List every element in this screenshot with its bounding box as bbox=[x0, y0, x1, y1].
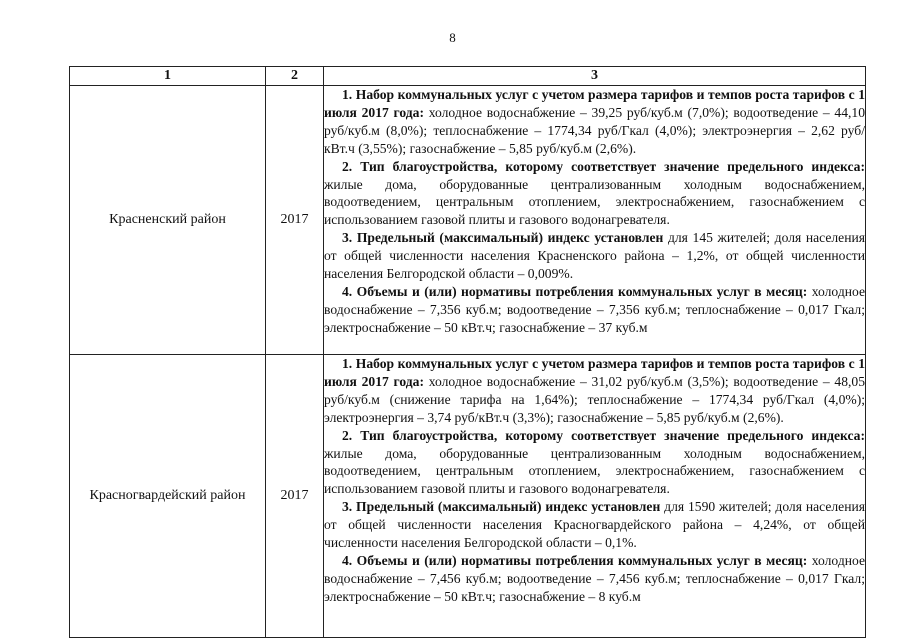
year-cell: 2017 bbox=[266, 355, 324, 638]
paragraph-text: для 1590 жителей; доля населения от общей численности населения Красногвардейского района – 4,24%, от общей численности населения Белгородской области – 0,1%. bbox=[324, 499, 865, 551]
paragraph-heading: 2. Тип благоустройства, которому соответствует значение предельного индекса: bbox=[342, 427, 865, 443]
column-header-3: 3 bbox=[324, 67, 866, 86]
paragraph-text: холодное водоснабжение – 7,356 куб.м; водоотведение – 7,356 куб.м; теплоснабжение – 0,017 Гкал; электроснабжение – 50 кВт.ч; газоснабжение – 37 куб.м bbox=[324, 283, 866, 335]
district-name: Красненский район bbox=[70, 86, 266, 355]
paragraph-text: холодное водоснабжение – 7,456 куб.м; водоотведение – 7,456 куб.м; теплоснабжение – 0,017 Гкал; электроснабжение – 50 кВт.ч; газоснабжение – 8 куб.м bbox=[324, 552, 866, 604]
table-row bbox=[70, 355, 866, 638]
column-header-2: 2 bbox=[266, 67, 324, 86]
paragraph-improvement-type bbox=[324, 158, 865, 230]
paragraph-text: для 145 жителей; доля населения от общей численности населения Красненского района – 1,2%, от общей численности населения Белгородской области – 0,009%. bbox=[324, 230, 866, 282]
paragraph-heading: 4. Объемы и (или) нормативы потребления коммунальных услуг в месяц: bbox=[342, 283, 808, 299]
paragraph-heading: 4. Объемы и (или) нормативы потребления коммунальных услуг в месяц: bbox=[342, 552, 808, 568]
year-cell: 2017 bbox=[266, 86, 324, 355]
table-header-row bbox=[70, 67, 866, 86]
page-number: 8 bbox=[449, 30, 456, 45]
description-cell bbox=[324, 355, 866, 638]
paragraph-heading: 1. Набор коммунальных услуг с учетом размера тарифов и темпов роста тарифов с 1 июля 2017 года: bbox=[324, 356, 865, 389]
paragraph-heading: 3. Предельный (максимальный) индекс установлен bbox=[342, 499, 661, 515]
utility-index-table bbox=[69, 66, 866, 638]
table-row bbox=[70, 86, 866, 355]
paragraph-text: жилые дома, оборудованные централизованным холодным водоснабжением, водоотведением, центральным отоплением, электроснабжением, газоснабжением с использованием газовой плиты и газового водонагревателя. bbox=[324, 176, 865, 228]
description-cell bbox=[324, 86, 866, 355]
paragraph-max-index bbox=[324, 498, 865, 552]
paragraph-tariffs bbox=[324, 86, 865, 158]
paragraph-max-index bbox=[324, 229, 865, 283]
paragraph-consumption-volumes bbox=[324, 283, 865, 337]
paragraph-improvement-type bbox=[324, 427, 865, 499]
paragraph-text: холодное водоснабжение – 39,25 руб/куб.м (7,0%); водоотведение – 44,10 руб/куб.м (8,0%); теплоснабжение – 1774,34 руб/Гкал (4,0%); электроэнергия – 2,62 руб/кВт.ч (3,55%); газоснабжение – 5,85 руб/куб.м (2,6%). bbox=[324, 104, 865, 156]
district-name: Красногвардейский район bbox=[70, 355, 266, 638]
paragraph-text: холодное водоснабжение – 31,02 руб/куб.м (3,5%); водоотведение – 48,05 руб/куб.м (снижение тарифа на 1,64%); теплоснабжение – 1774,34 руб/Гкал (4,0%); электроэнергия – 3,74 руб/кВт.ч (3,3%); газоснабжение – 5,85 руб/куб.м (2,6%). bbox=[324, 373, 865, 425]
paragraph-heading: 1. Набор коммунальных услуг с учетом размера тарифов и темпов роста тарифов с 1 июля 2017 года: bbox=[324, 87, 865, 120]
paragraph-heading: 3. Предельный (максимальный) индекс установлен bbox=[342, 230, 664, 246]
column-header-1: 1 bbox=[70, 67, 266, 86]
paragraph-heading: 2. Тип благоустройства, которому соответствует значение предельного индекса: bbox=[342, 158, 865, 174]
paragraph-tariffs bbox=[324, 355, 865, 427]
paragraph-consumption-volumes bbox=[324, 552, 865, 606]
paragraph-text: жилые дома, оборудованные централизованным холодным водоснабжением, водоотведением, центральным отоплением, электроснабжением, газоснабжением с использованием газовой плиты и газового водонагревателя. bbox=[324, 445, 865, 497]
